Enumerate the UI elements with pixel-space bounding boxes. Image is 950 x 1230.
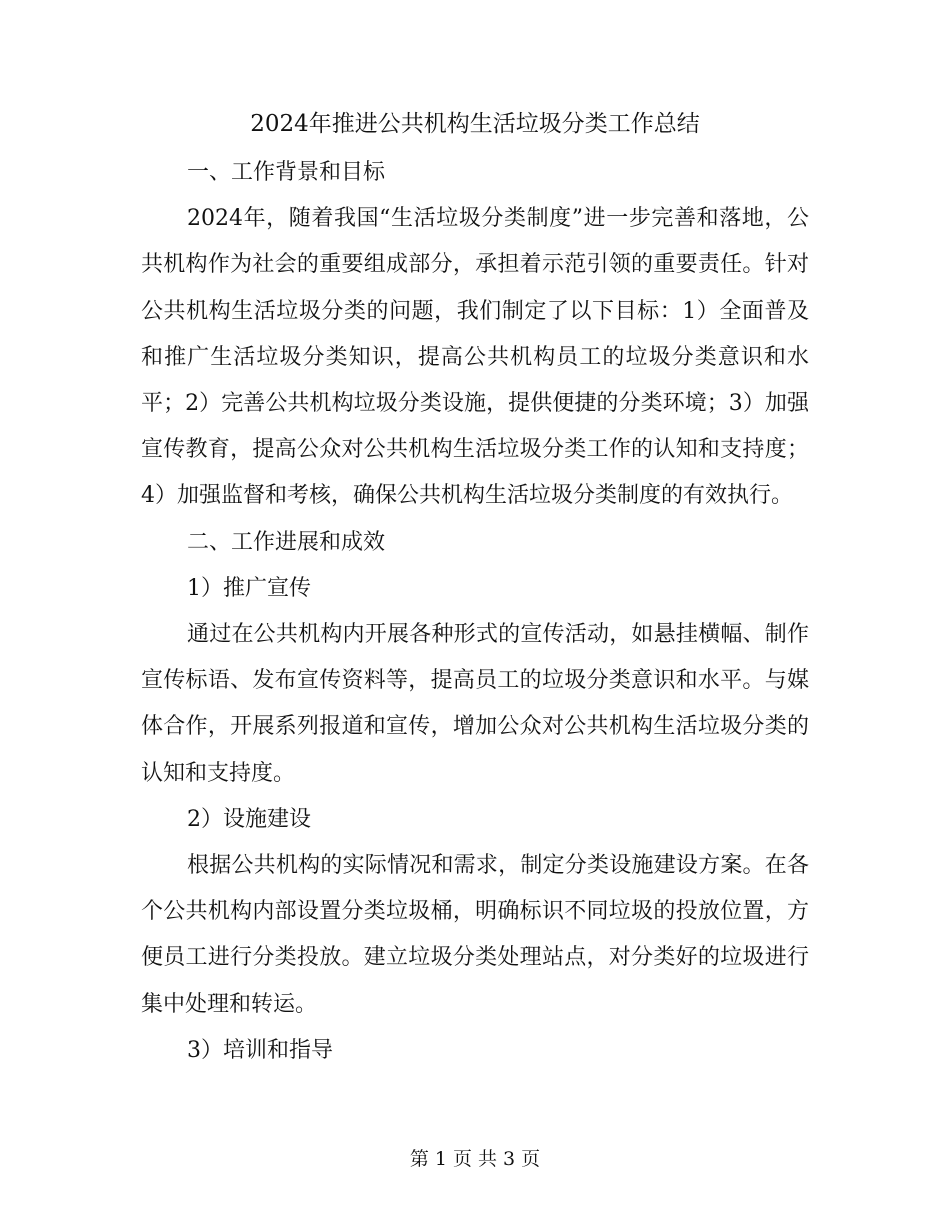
subheading-facilities: 2）设施建设 <box>187 806 311 832</box>
section-heading-background: 一、工作背景和目标 <box>187 160 386 185</box>
page-footer: 第 1 页 共 3 页 <box>409 1148 541 1170</box>
subheading-training: 3）培训和指导 <box>187 1037 333 1063</box>
paragraph-background-goals: 2024年，随着我国“生活垃圾分类制度”进一步完善和落地，公共机构作为社会的重要组成部分，承担着示范引领的重要责任。针对公共机构生活垃圾分类的问题，我们制定了以下目标：1）全面普及和推广生活垃圾分类知识，提高公共机构员工的垃圾分类意识和水平；2）完善公共机构垃圾分类设施，提供便捷的分类环境；3）加强宣传教育，提高公众对公共机构生活垃圾分类工作的认知和支持度；4）加强监督和考核，确保公共机构生活垃圾分类制度的有效执行。 <box>141 206 809 509</box>
document-body <box>141 150 809 1074</box>
section-heading-progress: 二、工作进展和成效 <box>187 529 386 555</box>
document-title: 2024年推进公共机构生活垃圾分类工作总结 <box>250 111 700 137</box>
subheading-promotion: 1）推广宣传 <box>187 575 311 601</box>
paragraph-promotion: 通过在公共机构内开展各种形式的宣传活动，如悬挂横幅、制作宣传标语、发布宣传资料等，提高员工的垃圾分类意识和水平。与媒体合作，开展系列报道和宣传，增加公众对公共机构生活垃圾分类的认知和支持度。 <box>141 622 809 786</box>
paragraph-facilities: 根据公共机构的实际情况和需求，制定分类设施建设方案。在各个公共机构内部设置分类垃圾桶，明确标识不同垃圾的投放位置，方便员工进行分类投放。建立垃圾分类处理站点，对分类好的垃圾进行集中处理和转运。 <box>141 853 809 1017</box>
